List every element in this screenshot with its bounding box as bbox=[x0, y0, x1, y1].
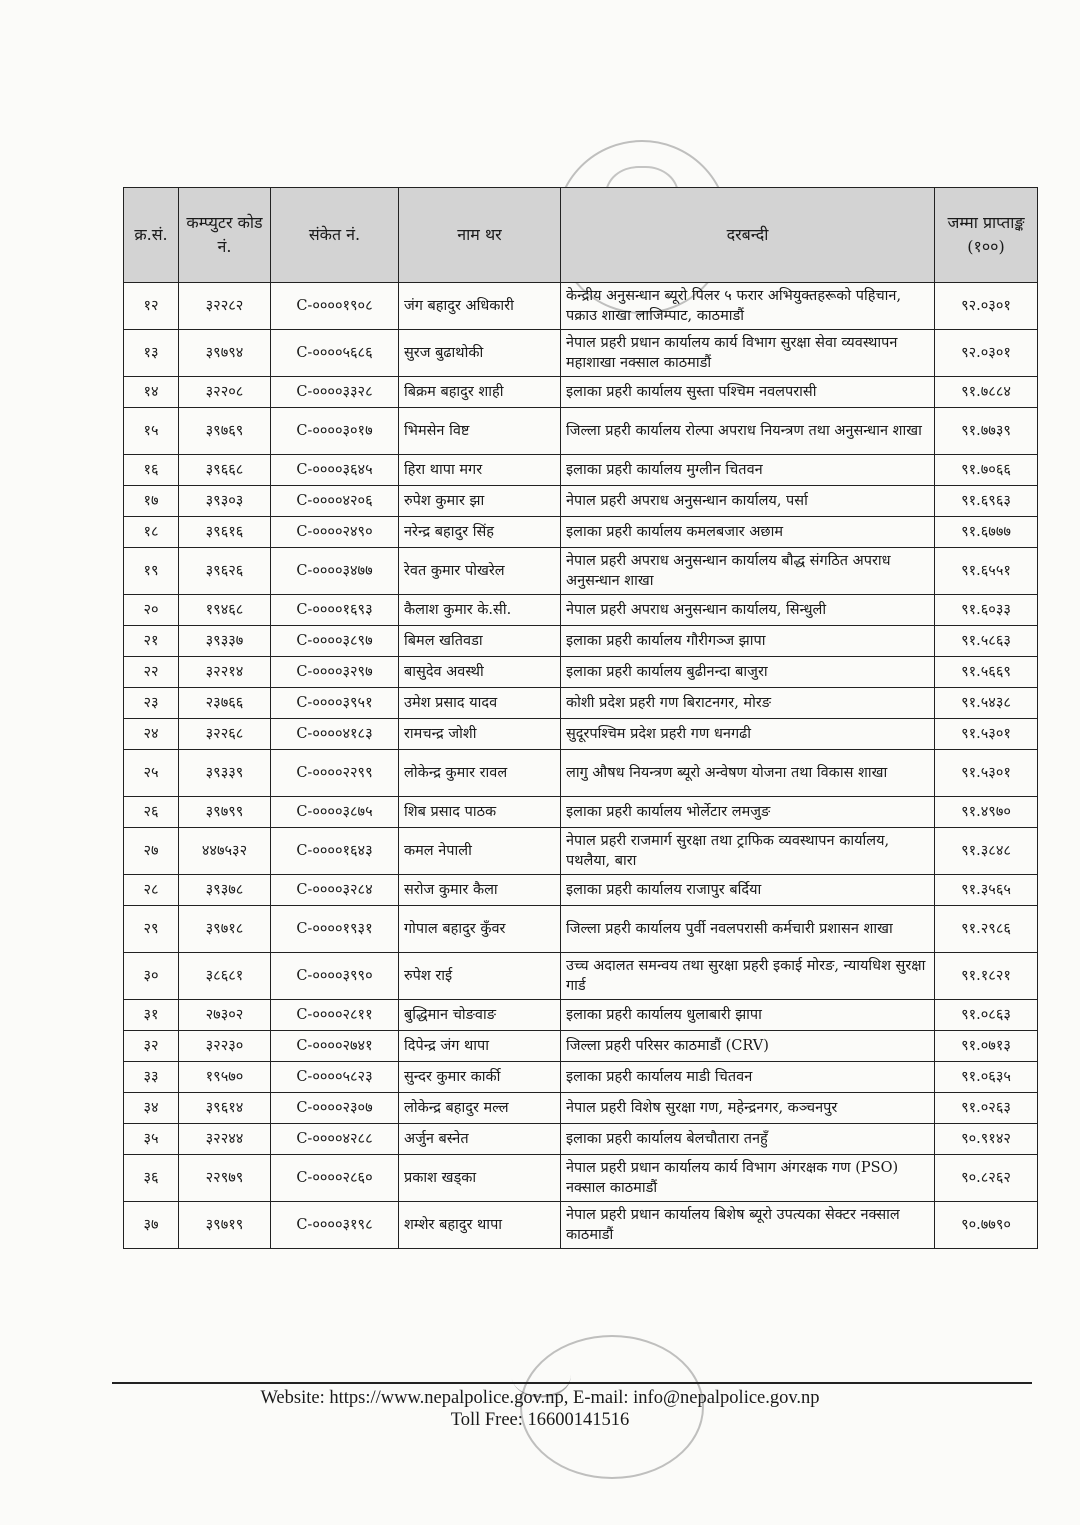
cell-post: लागु औषध नियन्त्रण ब्यूरो अन्वेषण योजना तथा विकास शाखा bbox=[561, 750, 935, 797]
cell-symbol-no: C-००००३८९७ bbox=[271, 626, 399, 657]
cell-computer-code: ३९३३७ bbox=[179, 626, 271, 657]
cell-serial-no: २९ bbox=[124, 906, 179, 953]
cell-symbol-no: C-००००२७४१ bbox=[271, 1031, 399, 1062]
cell-post: इलाका प्रहरी कार्यालय मुग्लीन चितवन bbox=[561, 455, 935, 486]
cell-post: इलाका प्रहरी कार्यालय बुढीनन्दा बाजुरा bbox=[561, 657, 935, 688]
cell-computer-code: ३८६८१ bbox=[179, 953, 271, 1000]
cell-computer-code: ३२२१४ bbox=[179, 657, 271, 688]
cell-total-marks: ९१.०८६३ bbox=[935, 1000, 1038, 1031]
header-serial-no: क्र.सं. bbox=[124, 188, 179, 283]
cell-symbol-no: C-००००३०१७ bbox=[271, 408, 399, 455]
cell-symbol-no: C-००००३२९७ bbox=[271, 657, 399, 688]
cell-name: बिक्रम बहादुर शाही bbox=[399, 377, 561, 408]
cell-post: इलाका प्रहरी कार्यालय कमलबजार अछाम bbox=[561, 517, 935, 548]
cell-serial-no: १५ bbox=[124, 408, 179, 455]
cell-computer-code: ३२२८२ bbox=[179, 283, 271, 330]
cell-computer-code: ३९३७८ bbox=[179, 875, 271, 906]
cell-computer-code: ३२२०८ bbox=[179, 377, 271, 408]
cell-computer-code: २७३०२ bbox=[179, 1000, 271, 1031]
cell-post: इलाका प्रहरी कार्यालय माडी चितवन bbox=[561, 1062, 935, 1093]
cell-post: जिल्ला प्रहरी परिसर काठमाडौं (CRV) bbox=[561, 1031, 935, 1062]
cell-post: इलाका प्रहरी कार्यालय धुलाबारी झापा bbox=[561, 1000, 935, 1031]
cell-serial-no: २१ bbox=[124, 626, 179, 657]
cell-name: दिपेन्द्र जंग थापा bbox=[399, 1031, 561, 1062]
cell-total-marks: ९१.६९६३ bbox=[935, 486, 1038, 517]
cell-computer-code: ३९७१९ bbox=[179, 1202, 271, 1249]
cell-total-marks: ९१.०२६३ bbox=[935, 1093, 1038, 1124]
cell-serial-no: ३२ bbox=[124, 1031, 179, 1062]
cell-symbol-no: C-००००१६९३ bbox=[271, 595, 399, 626]
cell-serial-no: २७ bbox=[124, 828, 179, 875]
cell-serial-no: २८ bbox=[124, 875, 179, 906]
cell-total-marks: ९१.७७३९ bbox=[935, 408, 1038, 455]
cell-post: जिल्ला प्रहरी कार्यालय पुर्वी नवलपरासी कर्मचारी प्रशासन शाखा bbox=[561, 906, 935, 953]
table-row bbox=[124, 875, 1038, 906]
cell-computer-code: ३९६६८ bbox=[179, 455, 271, 486]
cell-name: हिरा थापा मगर bbox=[399, 455, 561, 486]
cell-name: नरेन्द्र बहादुर सिंह bbox=[399, 517, 561, 548]
results-table bbox=[123, 187, 1038, 1249]
table-row bbox=[124, 953, 1038, 1000]
cell-total-marks: ९१.५४३८ bbox=[935, 688, 1038, 719]
cell-symbol-no: C-००००२८११ bbox=[271, 1000, 399, 1031]
cell-symbol-no: C-००००३१९८ bbox=[271, 1202, 399, 1249]
cell-serial-no: ३४ bbox=[124, 1093, 179, 1124]
cell-computer-code: ३९६१४ bbox=[179, 1093, 271, 1124]
cell-computer-code: ३२२६८ bbox=[179, 719, 271, 750]
cell-symbol-no: C-००००५६८६ bbox=[271, 330, 399, 377]
cell-serial-no: ३३ bbox=[124, 1062, 179, 1093]
cell-serial-no: १६ bbox=[124, 455, 179, 486]
cell-symbol-no: C-००००३९५१ bbox=[271, 688, 399, 719]
cell-total-marks: ९०.८२६२ bbox=[935, 1155, 1038, 1202]
cell-symbol-no: C-००००४१८३ bbox=[271, 719, 399, 750]
cell-symbol-no: C-००००३३२८ bbox=[271, 377, 399, 408]
cell-name: बासुदेव अवस्थी bbox=[399, 657, 561, 688]
cell-post: इलाका प्रहरी कार्यालय राजापुर बर्दिया bbox=[561, 875, 935, 906]
cell-computer-code: ३९६१६ bbox=[179, 517, 271, 548]
table-row bbox=[124, 688, 1038, 719]
cell-name: रुपेश कुमार झा bbox=[399, 486, 561, 517]
cell-symbol-no: C-००००३४७७ bbox=[271, 548, 399, 595]
table-header-row bbox=[124, 188, 1038, 283]
cell-computer-code: ३९३०३ bbox=[179, 486, 271, 517]
table-row bbox=[124, 1202, 1038, 1249]
cell-computer-code: ३९७१८ bbox=[179, 906, 271, 953]
cell-name: रेवत कुमार पोखरेल bbox=[399, 548, 561, 595]
header-symbol-no: संकेत नं. bbox=[271, 188, 399, 283]
cell-serial-no: ३७ bbox=[124, 1202, 179, 1249]
header-post: दरबन्दी bbox=[561, 188, 935, 283]
cell-total-marks: ९१.०६३५ bbox=[935, 1062, 1038, 1093]
cell-serial-no: २४ bbox=[124, 719, 179, 750]
cell-name: सरोज कुमार कैला bbox=[399, 875, 561, 906]
cell-serial-no: २५ bbox=[124, 750, 179, 797]
cell-serial-no: ३० bbox=[124, 953, 179, 1000]
table-row bbox=[124, 1031, 1038, 1062]
cell-serial-no: २३ bbox=[124, 688, 179, 719]
cell-post: नेपाल प्रहरी विशेष सुरक्षा गण, महेन्द्रनगर, कञ्चनपुर bbox=[561, 1093, 935, 1124]
cell-name: सुन्दर कुमार कार्की bbox=[399, 1062, 561, 1093]
cell-name: बुद्धिमान चोङवाङ bbox=[399, 1000, 561, 1031]
cell-total-marks: ९१.६७७७ bbox=[935, 517, 1038, 548]
table-row bbox=[124, 595, 1038, 626]
cell-computer-code: ३९७९९ bbox=[179, 797, 271, 828]
cell-total-marks: ९१.४९७० bbox=[935, 797, 1038, 828]
cell-computer-code: ३९६२६ bbox=[179, 548, 271, 595]
table-row bbox=[124, 828, 1038, 875]
cell-symbol-no: C-००००३६४५ bbox=[271, 455, 399, 486]
cell-symbol-no: C-००००३८७५ bbox=[271, 797, 399, 828]
cell-symbol-no: C-००००४२०६ bbox=[271, 486, 399, 517]
cell-name: अर्जुन बस्नेत bbox=[399, 1124, 561, 1155]
cell-serial-no: ३६ bbox=[124, 1155, 179, 1202]
cell-symbol-no: C-००००४२८८ bbox=[271, 1124, 399, 1155]
header-computer-code: कम्प्युटर कोड नं. bbox=[179, 188, 271, 283]
cell-total-marks: ९१.५६६९ bbox=[935, 657, 1038, 688]
cell-post: केन्द्रीय अनुसन्धान ब्यूरो पिलर ५ फरार अभियुक्तहरूको पहिचान, पक्राउ शाखा लाजिम्पाट, काठमाडौं bbox=[561, 283, 935, 330]
cell-name: लोकेन्द्र कुमार रावल bbox=[399, 750, 561, 797]
cell-symbol-no: C-००००२४९० bbox=[271, 517, 399, 548]
cell-total-marks: ९१.६०३३ bbox=[935, 595, 1038, 626]
cell-post: इलाका प्रहरी कार्यालय भोर्लेटार लमजुङ bbox=[561, 797, 935, 828]
table-row bbox=[124, 906, 1038, 953]
cell-serial-no: १४ bbox=[124, 377, 179, 408]
footer-divider bbox=[112, 1382, 1032, 1384]
table-row bbox=[124, 797, 1038, 828]
table-row bbox=[124, 283, 1038, 330]
header-total-marks: जम्मा प्राप्ताङ्क (१००) bbox=[935, 188, 1038, 283]
cell-post: नेपाल प्रहरी अपराध अनुसन्धान कार्यालय, सिन्धुली bbox=[561, 595, 935, 626]
cell-name: रामचन्द्र जोशी bbox=[399, 719, 561, 750]
cell-name: कमल नेपाली bbox=[399, 828, 561, 875]
cell-total-marks: ९१.१८२१ bbox=[935, 953, 1038, 1000]
cell-total-marks: ९०.९१४२ bbox=[935, 1124, 1038, 1155]
cell-computer-code: २३७६६ bbox=[179, 688, 271, 719]
cell-computer-code: २२९७९ bbox=[179, 1155, 271, 1202]
cell-post: नेपाल प्रहरी प्रधान कार्यालय कार्य विभाग अंगरक्षक गण (PSO) नक्साल काठमाडौं bbox=[561, 1155, 935, 1202]
cell-name: शम्शेर बहादुर थापा bbox=[399, 1202, 561, 1249]
table-row bbox=[124, 377, 1038, 408]
cell-total-marks: ९१.५३०१ bbox=[935, 750, 1038, 797]
cell-post: नेपाल प्रहरी प्रधान कार्यालय बिशेष ब्यूरो उपत्यका सेक्टर नक्साल काठमाडौं bbox=[561, 1202, 935, 1249]
table-row bbox=[124, 517, 1038, 548]
footer-website: Website: https://www.nepalpolice.gov.np, E-mail: info@nepalpolice.gov.np bbox=[260, 1388, 820, 1408]
table-row bbox=[124, 1093, 1038, 1124]
table-row bbox=[124, 1062, 1038, 1093]
cell-total-marks: ९१.५८६३ bbox=[935, 626, 1038, 657]
cell-computer-code: ३९३३९ bbox=[179, 750, 271, 797]
cell-name: सुरज बुढाथोकी bbox=[399, 330, 561, 377]
cell-serial-no: २० bbox=[124, 595, 179, 626]
footer-toll-free: Toll Free: 16600141516 bbox=[450, 1410, 630, 1430]
cell-computer-code: ३२२३० bbox=[179, 1031, 271, 1062]
cell-name: जंग बहादुर अधिकारी bbox=[399, 283, 561, 330]
cell-serial-no: १८ bbox=[124, 517, 179, 548]
cell-symbol-no: C-००००३२८४ bbox=[271, 875, 399, 906]
table-row bbox=[124, 1155, 1038, 1202]
cell-computer-code: ३२२४४ bbox=[179, 1124, 271, 1155]
cell-name: भिमसेन विष्ट bbox=[399, 408, 561, 455]
cell-serial-no: १९ bbox=[124, 548, 179, 595]
cell-total-marks: ९२.०३०१ bbox=[935, 330, 1038, 377]
table-row bbox=[124, 1000, 1038, 1031]
cell-total-marks: ९१.०७१३ bbox=[935, 1031, 1038, 1062]
cell-symbol-no: C-००००५८२३ bbox=[271, 1062, 399, 1093]
cell-total-marks: ९१.३८४८ bbox=[935, 828, 1038, 875]
cell-total-marks: ९१.७०६६ bbox=[935, 455, 1038, 486]
cell-symbol-no: C-००००२२९९ bbox=[271, 750, 399, 797]
cell-name: प्रकाश खड्का bbox=[399, 1155, 561, 1202]
cell-total-marks: ९१.३५६५ bbox=[935, 875, 1038, 906]
cell-total-marks: ९१.२९८६ bbox=[935, 906, 1038, 953]
table-row bbox=[124, 657, 1038, 688]
table-row bbox=[124, 408, 1038, 455]
cell-computer-code: ४४७५३२ bbox=[179, 828, 271, 875]
cell-name: रुपेश राई bbox=[399, 953, 561, 1000]
cell-name: बिमल खतिवडा bbox=[399, 626, 561, 657]
cell-total-marks: ९१.७८८४ bbox=[935, 377, 1038, 408]
cell-serial-no: ३५ bbox=[124, 1124, 179, 1155]
table-row bbox=[124, 486, 1038, 517]
cell-total-marks: ९०.७७९० bbox=[935, 1202, 1038, 1249]
cell-symbol-no: C-००००१६४३ bbox=[271, 828, 399, 875]
cell-post: जिल्ला प्रहरी कार्यालय रोल्पा अपराध नियन्त्रण तथा अनुसन्धान शाखा bbox=[561, 408, 935, 455]
header-name: नाम थर bbox=[399, 188, 561, 283]
table-row bbox=[124, 750, 1038, 797]
cell-post: सुदूरपश्चिम प्रदेश प्रहरी गण धनगढी bbox=[561, 719, 935, 750]
table-row bbox=[124, 626, 1038, 657]
cell-post: इलाका प्रहरी कार्यालय बेलचौतारा तनहुँ bbox=[561, 1124, 935, 1155]
cell-name: कैलाश कुमार के.सी. bbox=[399, 595, 561, 626]
cell-name: शिब प्रसाद पाठक bbox=[399, 797, 561, 828]
cell-serial-no: १३ bbox=[124, 330, 179, 377]
cell-total-marks: ९२.०३०१ bbox=[935, 283, 1038, 330]
table-row bbox=[124, 548, 1038, 595]
cell-post: नेपाल प्रहरी अपराध अनुसन्धान कार्यालय बौद्ध संगठित अपराध अनुसन्धान शाखा bbox=[561, 548, 935, 595]
table-row bbox=[124, 1124, 1038, 1155]
table-row bbox=[124, 330, 1038, 377]
table-row bbox=[124, 719, 1038, 750]
cell-name: लोकेन्द्र बहादुर मल्ल bbox=[399, 1093, 561, 1124]
cell-serial-no: ३१ bbox=[124, 1000, 179, 1031]
cell-post: नेपाल प्रहरी अपराध अनुसन्धान कार्यालय, पर्सा bbox=[561, 486, 935, 517]
cell-serial-no: २६ bbox=[124, 797, 179, 828]
table-row bbox=[124, 455, 1038, 486]
cell-post: नेपाल प्रहरी प्रधान कार्यालय कार्य विभाग सुरक्षा सेवा व्यवस्थापन महाशाखा नक्साल काठमाडौं bbox=[561, 330, 935, 377]
cell-symbol-no: C-००००१९०८ bbox=[271, 283, 399, 330]
cell-symbol-no: C-००००२३०७ bbox=[271, 1093, 399, 1124]
cell-symbol-no: C-००००१९३१ bbox=[271, 906, 399, 953]
cell-post: नेपाल प्रहरी राजमार्ग सुरक्षा तथा ट्राफिक व्यवस्थापन कार्यालय, पथलैया, बारा bbox=[561, 828, 935, 875]
cell-name: गोपाल बहादुर कुँवर bbox=[399, 906, 561, 953]
cell-post: उच्च अदालत समन्वय तथा सुरक्षा प्रहरी इकाई मोरङ, न्यायधिश सुरक्षा गार्ड bbox=[561, 953, 935, 1000]
cell-post: इलाका प्रहरी कार्यालय सुस्ता पश्चिम नवलपरासी bbox=[561, 377, 935, 408]
cell-computer-code: १९५७० bbox=[179, 1062, 271, 1093]
cell-serial-no: १२ bbox=[124, 283, 179, 330]
cell-post: कोशी प्रदेश प्रहरी गण बिराटनगर, मोरङ bbox=[561, 688, 935, 719]
cell-computer-code: ३९७६९ bbox=[179, 408, 271, 455]
cell-computer-code: १९४६८ bbox=[179, 595, 271, 626]
cell-symbol-no: C-००००२८६० bbox=[271, 1155, 399, 1202]
cell-serial-no: १७ bbox=[124, 486, 179, 517]
cell-total-marks: ९१.६५५१ bbox=[935, 548, 1038, 595]
cell-total-marks: ९१.५३०१ bbox=[935, 719, 1038, 750]
cell-symbol-no: C-००००३९९० bbox=[271, 953, 399, 1000]
cell-post: इलाका प्रहरी कार्यालय गौरीगञ्ज झापा bbox=[561, 626, 935, 657]
cell-name: उमेश प्रसाद यादव bbox=[399, 688, 561, 719]
cell-computer-code: ३९७९४ bbox=[179, 330, 271, 377]
cell-serial-no: २२ bbox=[124, 657, 179, 688]
